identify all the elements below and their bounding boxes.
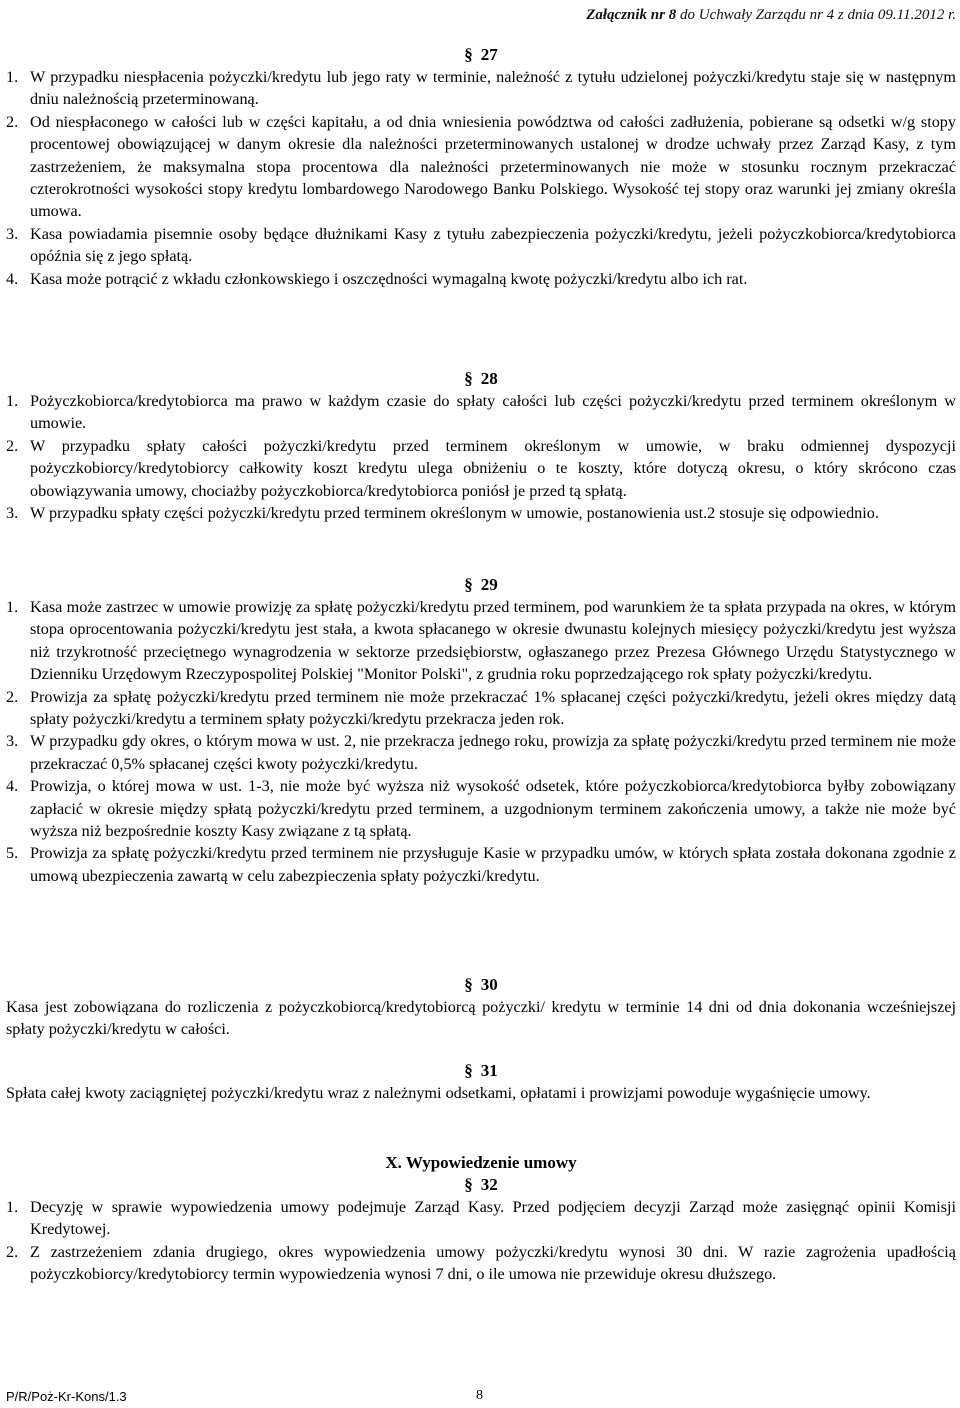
section-27: [6, 44, 956, 290]
list-item: 1. Decyzję w sprawie wypowiedzenia umowy podejmuje Zarząd Kasy. Przed podjęciem decyzji Zarząd może zasięgnąć opinii Komisji Kredytowej.: [6, 1198, 956, 1239]
header-date: z dnia 09.11.2012 r.: [837, 7, 956, 23]
paragraph-heading: § 27: [464, 45, 498, 64]
footer-page-number: 8: [476, 1388, 483, 1403]
footer-document-code: P/R/Poż-Kr-Kons/1.3: [6, 1389, 127, 1404]
list-item: 1. Pożyczkobiorca/kredytobiorca ma prawo w każdym czasie do spłaty całości lub części pożyczki/kredytu przed terminem określonym w umowie.: [6, 392, 956, 433]
paragraph-heading: § 29: [464, 575, 498, 594]
list-item: 1. Kasa może zastrzec w umowie prowizję za spłatę pożyczki/kredytu przed terminem, pod warunkiem że ta spłata przypada na okres, w którym stopa oprocentowania pożyczki/kredytu jest stała, a kwota spłacanego w okresie dwunastu kolejnych miesięcy pożyczki/kredytu jest wyższa niż trzykrotność przeciętnego wynagrodzenia w sektorze przedsiębiorstw, ogłaszanego przez Prezesa Głównego Urzędu Statystycznego w Dzienniku Urzędowym Rzeczypospolitej Polskiej "Monitor Polski", z grudnia roku poprzedzającego rok spłaty pożyczki/kredytu.: [6, 598, 956, 684]
section-32: [6, 1152, 956, 1286]
paragraph-text: Kasa jest zobowiązana do rozliczenia z pożyczkobiorcą/kredytobiorcą pożyczki/ kredytu w terminie 14 dni od dnia dokonania wcześniejszej spłaty pożyczki/kredytu w całości.: [6, 998, 956, 1039]
list-item: 4. Kasa może potrącić z wkładu członkowskiego i oszczędności wymagalną kwotę pożyczki/kredytu albo ich rat.: [6, 269, 748, 288]
paragraph-text: Spłata całej kwoty zaciągniętej pożyczki/kredytu wraz z należnymi odsetkami, opłatami i prowizjami powoduje wygaśnięcie umowy.: [6, 1084, 871, 1102]
list-item: 3. Kasa powiadamia pisemnie osoby będące dłużnikami Kasy z tytułu zabezpieczenia pożyczki/kredytu, jeżeli pożyczkobiorca/kredytobiorca opóźnia się z jego spłatą.: [6, 224, 956, 266]
list-item: 2. Od niespłaconego w całości lub w części kapitału, a od dnia wniesienia powództwa od całości zadłużenia, pobierane są odsetki w/g stopy procentowej obowiązującej w danym okresie dla należności przeterminowanych ustalonej w drodze uchwały przez Zarząd Kasy, z tym zastrzeżeniem, że maksymalna stopa procentowa dla należności przeterminowanych nie może w stosunku rocznym przekraczać czterokrotności wysokości stopy kredytu lombardowego Narodowego Banku Polskiego. Wysokość tej stopy oraz warunki jej zmiany określa umowa.: [6, 112, 956, 221]
header-attachment: Załącznik nr 8: [586, 7, 677, 23]
document-header: [586, 4, 956, 26]
list-item: 4. Prowizja, o której mowa w ust. 1-3, nie może być wyższa niż wysokość odsetek, które pożyczkobiorca/kredytobiorca byłby zobowiązany zapłacić w okresie między spłatą pożyczki/kredytu przed terminem, a uzgodnionym terminem zakończenia umowy, a także nie może być wyższa niż bezpośrednie koszty Kasy związane z tą spłatą.: [6, 777, 956, 841]
section-30: [6, 974, 956, 1041]
list-item: 3. W przypadku spłaty części pożyczki/kredytu przed terminem określonym w umowie, postanowienia ust.2 stosuje się odpowiednio.: [6, 504, 879, 523]
list-item: 2. Prowizja za spłatę pożyczki/kredytu przed terminem nie może przekraczać 1% spłacanej części pożyczki/kredytu, jeżeli okres między datą spłaty pożyczki/kredytu a terminem spłaty pożyczki/kredytu przekracza jeden rok.: [6, 687, 956, 729]
section-29: [6, 574, 956, 887]
list-item: 5. Prowizja za spłatę pożyczki/kredytu przed terminem nie przysługuje Kasie w przypadku umów, w których spłata została dokonana zgodnie z umową ubezpieczenia zawartą w celu zabezpieczenia spłaty pożyczki/kredytu.: [6, 844, 956, 885]
paragraph-heading: § 31: [464, 1061, 498, 1080]
chapter-title: X. Wypowiedzenie umowy: [385, 1153, 577, 1172]
section-28: [6, 368, 956, 524]
list-item: 2. W przypadku spłaty całości pożyczki/kredytu przed terminem określonym w umowie, w braku odmiennej dyspozycji pożyczkobiorcy/kredytobiorcy całkowity koszt kredytu ulega obniżeniu o te koszty, które dotyczą okresu, o który skrócono czas obowiązywania umowy, chociażby pożyczkobiorca/kredytobiorca poniósł je przed tą spłatą.: [6, 436, 956, 500]
paragraph-heading: § 30: [464, 975, 498, 994]
paragraph-heading: § 32: [464, 1175, 498, 1194]
list-item: 3. W przypadku gdy okres, o którym mowa w ust. 2, nie przekracza jednego roku, prowizja za spłatę pożyczki/kredytu przed terminem nie może przekraczać 0,5% spłacanej części kwoty pożyczki/kredytu.: [6, 732, 956, 773]
list-item: 1. W przypadku niespłacenia pożyczki/kredytu lub jego raty w terminie, należność z tytułu udzielonej pożyczki/kredytu staje się w następnym dniu należnością przeterminowaną.: [6, 68, 956, 109]
paragraph-heading: § 28: [464, 369, 498, 388]
list-item: 2. Z zastrzeżeniem zdania drugiego, okres wypowiedzenia umowy pożyczki/kredytu wynosi 30 dni. W razie zagrożenia upadłością pożyczkobiorcy/kredytobiorcy termin wypowiedzenia wynosi 7 dni, o ile umowa nie przewiduje okresu dłuższego.: [6, 1242, 956, 1284]
section-31: [6, 1060, 956, 1104]
header-resolution: do Uchwały Zarządu nr 4: [679, 7, 835, 23]
